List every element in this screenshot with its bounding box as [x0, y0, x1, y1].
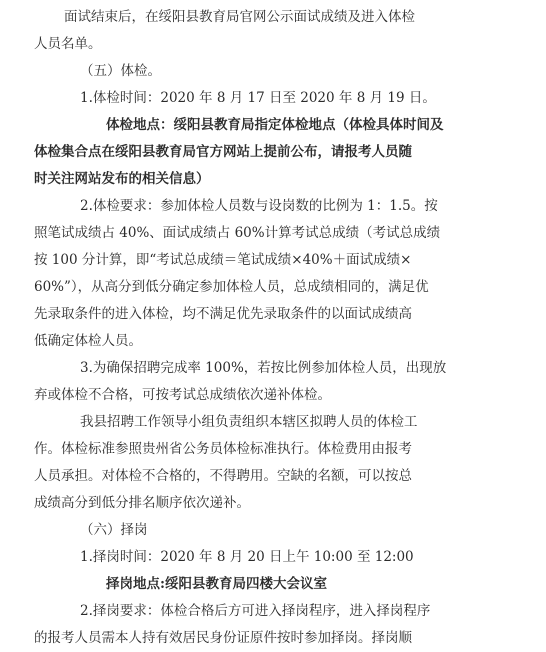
- text-line: 人员承担。对体检不合格的，不得聘用。空缺的名额，可以按总: [34, 468, 412, 484]
- text-line: 2.择岗要求：体检合格后方可进入择岗程序，进入择岗程序: [80, 603, 431, 619]
- text-line: 先录取条件的进入体检，均不满足优先录取条件的以面试成绩高: [34, 306, 412, 322]
- text-line: 作。体检标准参照贵州省公务员体检标准执行。体检费用由报考: [34, 441, 412, 457]
- text-line: 2.体检要求：参加体检人员数与设岗数的比例为 1：1.5。按: [80, 198, 438, 214]
- text-line: 面试结束后，在绥阳县教育局官网公示面试成绩及进入体检: [64, 9, 415, 25]
- text-line: 人员名单。: [34, 36, 102, 52]
- text-line: 的报考人员需本人持有效居民身份证原件按时参加择岗。择岗顺: [34, 630, 412, 646]
- text-line: 1.择岗时间：2020 年 8 月 20 日上午 10:00 至 12:00: [80, 549, 414, 565]
- text-line: 3.为确保招聘完成率 100%，若按比例参加体检人员，出现放: [80, 360, 447, 376]
- section-heading: （五）体检。: [80, 63, 161, 79]
- text-line: 时关注网站发布的相关信息）: [34, 171, 210, 187]
- text-line: 择岗地点:绥阳县教育局四楼大会议室: [106, 576, 327, 592]
- text-line: 弃或体检不合格，可按考试总成绩依次递补体检。: [34, 387, 331, 403]
- text-line: 照笔试成绩占 40%、面试成绩占 60%计算考试总成绩（考试总成绩: [34, 225, 441, 241]
- text-line: 按 100 分计算，即“考试总成绩＝笔试成绩×40%＋面试成绩×: [34, 252, 412, 268]
- text-line: 60%”），从高分到低分确定参加体检人员，总成绩相同的，满足优: [34, 279, 429, 295]
- text-line: 我县招聘工作领导小组负责组织本辖区拟聘人员的体检工: [80, 414, 418, 430]
- text-line: 低确定体检人员。: [34, 333, 142, 349]
- section-heading: （六）择岗: [80, 522, 148, 538]
- text-line: 1.体检时间：2020 年 8 月 17 日至 2020 年 8 月 19 日。: [80, 90, 436, 106]
- text-line: 体检集合点在绥阳县教育局官方网站上提前公布，请报考人员随: [34, 144, 412, 160]
- text-line: 体检地点：绥阳县教育局指定体检地点（体检具体时间及: [106, 117, 444, 133]
- text-line: 成绩高分到低分排名顺序依次递补。: [34, 495, 250, 511]
